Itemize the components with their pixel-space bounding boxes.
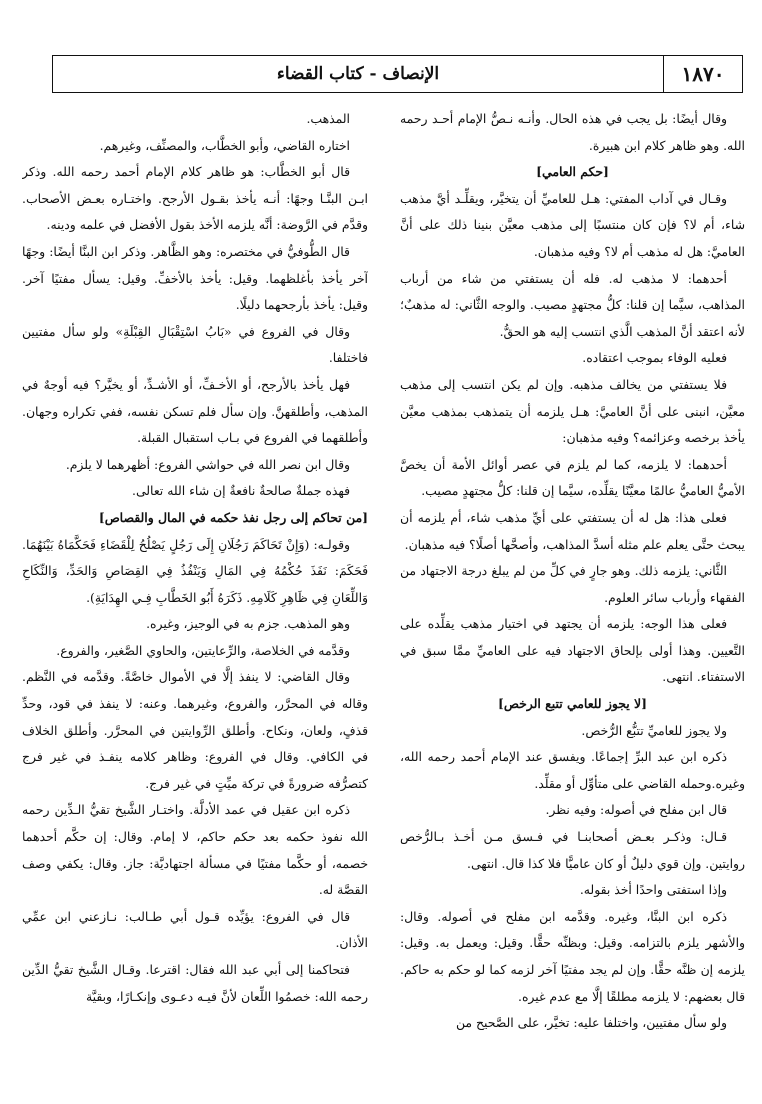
paragraph: ولو سأل مفتيين، واختلفا عليه: تخيَّر، على الصَّحيح من [455,1015,727,1031]
paragraph: ذكره ابن عقيل في عمد الأدلَّة. واختـار الشَّيخ تقيُّ الـدِّين رحمه الله نفوذ حكمه بعد حكم حاكم، لا إمام. وقال: إن حكَّم أحدهما خصمه، أو حكَّما مفتيًا في مسألة اجتهاديَّة: جاز. وقال: يكفي وصف القصَّة له. [22,802,368,898]
running-title: الإنصاف - كتاب القضاء [276,64,440,84]
paragraph: فعلى هذا الوجه: يلزمه أن يجتهد في اختيار مذهب يقلِّده على التَّعيين. وهذا أولى بإلحاق الاجتهاد فيه على العاميِّ ممَّا سبق في الاستفتاء. انتهى. [400,616,745,685]
paragraph: قال أبو الخطَّاب: هو ظاهر كلام الإمام أحمد رحمه الله. وذكر ابـن البنَّـا وجهًا: أنـه يأخذ بقـول الأرجح. واختـاره بعـض الأصحاب. وقدَّم في الرَّوضة: أنَّه يلزمه الأخذ بقول الأفضل في علمه ودينه. [22,164,368,233]
paragraph: قال ابن مفلح في أصوله: وفيه نظر. [545,802,727,818]
page-header [52,55,743,93]
paragraph: وقال القاضي: لا ينفذ إلَّا في الأموال خاصَّةً. وقدَّمه في النَّظم. وقاله في المحرَّر، والفروع، وغيرهما. وعنه: لا ينفذ في قود، وحدِّ قذفٍ، ولعان، ونكاح. وأطلق الرِّوايتين في المحرَّر. وأطلق الخلاف في الكافي. وقال في الفروع: وظاهر كلامه ينفـذ في غير فرج كتصرُّفه ضرورةً في تركة ميِّتٍ في غير فرج. [22,669,368,791]
paragraph: فعليه الوفاء بموجب اعتقاده. [582,350,727,366]
paragraph: فهل يأخذ بالأرجح، أو الأخـفِّ، أو الأشـدِّ، أو يخيَّر؟ فيه أوجهٌ في المذهب، وأطلقهنَّ. وإن سأل فلم تسكن نفسه، ففي تكراره وجهان. وأطلقهما في الفروع في بـاب استقبال القبلة. [22,376,368,446]
page-number: ١٨٧٠ [663,56,742,92]
paragraph: وقال ابن نصر الله في حواشي الفروع: أظهرهما لا يلزم. [65,456,350,472]
paragraph: وإذا استفتى واحدًا أخذ بقوله. [579,882,727,898]
paragraph: الثَّاني: يلزمه ذلك. وهو جارٍ في كلِّ من لم يبلغ درجة الاجتهاد من الفقهاء وأرباب سائر العلوم. [400,563,745,605]
paragraph: فتحاكمنا إلى أبي عبد الله فقال: اقترعا. وقـال الشَّيخ تقيُّ الدِّين رحمه الله: خصمُوا اللِّعان لأنَّ فيـه دعـوى وإنكـارًا، وبقيَّة [22,962,368,1004]
paragraph: قال الطُّوفيُّ في مختصره: وهو الظَّاهر. وذكر ابن البنَّا أيضًا: وجهًا آخر يأخذ بأغلظهما. وقيل: يأخذ بالأخفِّ. وقيل: يسأل مفتيًا آخر. وقيل: يأخذ بأرجحهما دليلًا. [22,243,368,313]
paragraph: المذهب. [306,111,350,126]
paragraph: وهو المذهب. جزم به في الوجيز، وغيره. [146,616,350,632]
paragraph: وقال أيضًا: بل يجب في هذه الحال. وأنـه نـصُّ الإمام أحـد رحمه الله. وهو ظاهر كلام ابن هبيرة. [400,111,745,153]
paragraph: قال في الفروع: يؤيِّده قـول أبي طـالب: نـازعني ابن عمِّي الأذان. [22,908,368,951]
paragraph: فلا يستفتي من يخالف مذهبه. وإن لم يكن انتسب إلى مذهب معيَّن، انبنى على أنَّ العاميَّ: هـل يلزمه أن يتمذهب بمذهب معيَّن يأخذ برخصه وعزائمه؟ وفيه مذهبان: [400,376,745,446]
left-text-column [22,106,368,1096]
paragraph: أحدهما: لا يلزمه، كما لم يلزم في عصر أوائل الأمة أن يخصَّ الأميُّ العاميُّ عالمًا معيَّنًا يقلِّده، سيَّما إن قلنا: كلُّ مجتهدٍ مصيب. [400,456,745,499]
right-text-column [400,106,745,1096]
paragraph: فهذه جملةٌ صالحةٌ نافعةٌ إن شاء الله تعالى. [132,483,350,499]
paragraph: فعلى هذا: هل له أن يستفتي على أيِّ مذهب شاء، أم يلزمه أن يبحث حتَّى يعلم علم مثله أسدَّ المذاهب، وأصحَّها أصلًا؟ فيه مذهبان. [400,509,745,552]
section-heading: [لا يجوز للعامي تتبع الرخص] [498,696,647,712]
paragraph: ذكره ابن البنَّا، وغيره. وقدَّمه ابن مفلح في أصوله. وقال: والأشهر يلزم بالتزامه. وقيل: وبظنِّه حقًّا. وقيل: ويعمل به. وقيل: يلزمه إن ظنَّه حقًّا. وإن لم يجد مفتيًا آخر لزمه كما لو حكم به حاكم. قال بعضهم: لا يلزمه مطلقًا إلَّا مع عدم غيره. [400,908,745,1004]
paragraph: قـال: وذكـر بعـض أصحابنـا في فـسق مـن أخـذ بـالرُّخص روايتين. وإن قوي دليلٌ أو كان عاميًّا فلا كذا قال. انتهى. [400,829,745,871]
paragraph: وقال في الفروع في «بَابُ اسْتِقْبَالِ القِبْلَةِ» ولو سأل مفتيين فاختلفا. [22,323,368,366]
section-heading: [من تحاكم إلى رجل نفذ حكمه في المال والقصاص] [98,509,368,525]
paragraph: أحدهما: لا مذهب له. فله أن يستفتي من شاء من أرباب المذاهب، سيَّما إن قلنا: كلُّ مجتهدٍ مصيب. والوجه الثَّاني: له مذهبٌ؛ لأنه اعتقد أنَّ المذهب الَّذي انتسب إليه هو الحقُّ. [400,270,745,339]
paragraph: وقـال في آداب المفتي: هـل للعاميِّ أن يتخيَّر، ويقلِّـد أيَّ مذهب شاء، أم لا؟ فإن كان منتسبًا إلى مذهب معيَّن بنينا ذلك على أنَّ العاميَّ: هل له مذهب أم لا؟ وفيه مذهبان. [400,190,745,259]
paragraph: وقولـه: (وَإِنْ تَحَاكَمَ رَجُلَانِ إِلَى رَجُلٍ يَصْلُحُ لِلْقَضَاءِ فَحَكَّمَاهُ بَيْنَهُمَا. فَحَكَمَ: نَفَذَ حُكْمُهُ فِي المَالِ وَيَنْفُذُ فِي القِصَاصِ وَالحَدِّ، وَالنِّكَاحِ وَاللِّعَانِ فِي ظَاهِرِ كَلَامِهِ. ذَكَرَهُ أَبُو الخَطَّابِ فِـي الهِدَايَةِ). [22,536,368,605]
paragraph: اختاره القاضي، وأبو الخطَّاب، والمصنِّف، وغيرهم. [99,137,350,153]
paragraph: وقدَّمه في الخلاصة، والرِّعايتين، والحاوي الصَّغير، والفروع. [56,642,350,658]
section-heading: [حكم العامي] [536,164,609,180]
paragraph: ذكره ابن عبد البرِّ إجماعًا. ويفسق عند الإمام أحمد رحمه الله، وغيره.وحمله القاضي على متأوِّل أو مقلِّد. [400,749,745,791]
paragraph: ولا يجوز للعاميِّ تتبُّع الرُّخص. [581,722,727,738]
